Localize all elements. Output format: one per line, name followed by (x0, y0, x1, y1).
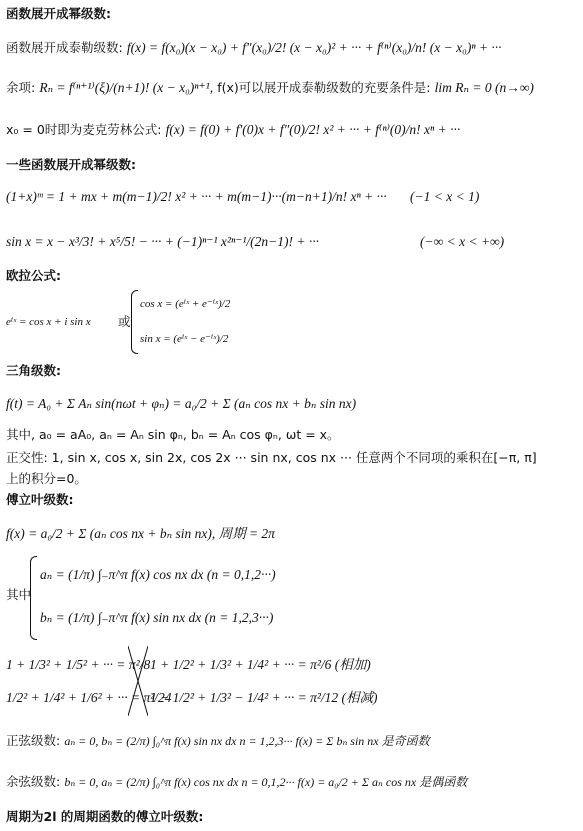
fourier-where: 其中 (6, 587, 32, 602)
cosine-series-line (6, 774, 467, 791)
section-heading-fourier: 傅立叶级数: (6, 492, 74, 507)
fourier-formula: f(x) = a₀/2 + Σ (aₙ cos nx + bₙ sin nx), 周期 = 2π (6, 526, 275, 541)
taylor-formula: f(x) = f(x₀)(x − x₀) + f″(x₀)/2! (x − x₀)² + ··· + f⁽ⁿ⁾(x₀)/n! (x − x₀)ⁿ + ··· (126, 40, 502, 55)
binomial-line (6, 189, 387, 206)
section-heading-power-series: 函数展开成幂级数: (6, 6, 111, 21)
maclaurin-text: x₀ = 0时即为麦克劳林公式: (6, 122, 162, 137)
sin-series-line (6, 234, 319, 251)
taylor-line (6, 40, 502, 57)
euler-cos: cos x = (eⁱˣ + e⁻ⁱˣ)/2 (140, 298, 231, 310)
euler-or: 或 (118, 314, 131, 329)
orthogonality-line-1: 正交性: 1, sin x, cos x, sin 2x, cos 2x ··· sin nx, cos nx ··· 任意两个不同项的乘积在[−π, π] (6, 450, 537, 465)
cross-divider-icon (128, 646, 148, 716)
section-heading-trig: 三角级数: (6, 363, 61, 378)
trig-formula: f(t) = A₀ + Σ Aₙ sin(nωt + φₙ) = a₀/2 + Σ (aₙ cos nx + bₙ sin nx) (6, 396, 357, 411)
sin-formula: sin x = x − x³/3! + x⁵/5! − ··· + (−1)ⁿ⁻¹ x²ⁿ⁻¹/(2n−1)! + ··· (6, 234, 319, 249)
series-d-line (150, 690, 378, 707)
cross-divider (128, 646, 148, 716)
fourier-formula-line (6, 526, 275, 543)
trig-where: 其中, a₀ = aA₀, aₙ = Aₙ sin φₙ, bₙ = Aₙ cos φₙ, ωt = x。 (6, 427, 340, 442)
maclaurin-formula: f(x) = f(0) + f′(0)x + f″(0)/2! x² + ··· + f⁽ⁿ⁾(0)/n! xⁿ + ··· (165, 122, 461, 137)
series-c-line (150, 657, 371, 674)
series-a: 1 + 1/3² + 1/5² + ··· = π²/8 (6, 657, 151, 672)
taylor-label: 函数展开成泰勒级数: (6, 40, 123, 55)
orthogonality-line-2: 上的积分=0。 (6, 471, 87, 486)
sine-series: aₙ = 0, bₙ = (2/π) ∫₀^π f(x) sin nx dx n = 1,2,3··· f(x) = Σ bₙ sin nx 是奇函数 (64, 734, 430, 748)
binomial-range: (−1 < x < 1) (410, 189, 480, 204)
fourier-bn-line (40, 610, 273, 627)
euler-formula: eⁱˣ = cos x + i sin x (6, 316, 91, 328)
remainder-formula: Rₙ = f⁽ⁿ⁺¹⁾(ξ)/(n+1)! (x − x₀)ⁿ⁺¹, (39, 80, 214, 95)
fourier-bn: bₙ = (1/π) ∫₋π^π f(x) sin nx dx (n = 1,2,3···) (40, 610, 274, 625)
sine-series-label: 正弦级数: (6, 733, 61, 748)
fourier-brace (30, 556, 37, 640)
remainder-line (6, 80, 534, 97)
fourier-an: aₙ = (1/π) ∫₋π^π f(x) cos nx dx (n = 0,1,2···) (40, 567, 276, 582)
series-b: 1/2² + 1/4² + 1/6² + ··· = π²/24 (6, 690, 172, 705)
series-c: 1 + 1/2² + 1/3² + 1/4² + ··· = π²/6 (相加) (150, 657, 371, 672)
cosine-series: bₙ = 0, aₙ = (2/π) ∫₀^π f(x) cos nx dx n = 0,1,2··· f(x) = a₀/2 + Σ aₙ cos nx 是偶函数 (64, 775, 468, 789)
remainder-label: 余项: (6, 80, 36, 95)
sine-series-line (6, 733, 430, 750)
euler-sin: sin x = (eⁱˣ − e⁻ⁱˣ)/2 (140, 333, 229, 345)
binomial-formula: (1+x)ᵐ = 1 + mx + m(m−1)/2! x² + ··· + m(m−1)···(m−n+1)/n! xⁿ + ··· (6, 189, 387, 204)
section-heading-some-functions: 一些函数展开成幂级数: (6, 157, 136, 172)
trig-formula-line (6, 396, 356, 413)
section-heading-period-2l: 周期为2l 的周期函数的傅立叶级数: (6, 809, 204, 824)
maclaurin-line (6, 122, 460, 139)
cosine-series-label: 余弦级数: (6, 774, 61, 789)
sin-range: (−∞ < x < +∞) (420, 234, 505, 249)
section-heading-euler: 欧拉公式: (6, 268, 61, 283)
remainder-limit: lim Rₙ = 0 (n→∞) (434, 80, 534, 95)
remainder-text: f(x)可以展开成泰勒级数的充要条件是: (217, 80, 431, 95)
fourier-an-line (40, 567, 276, 584)
series-d: 1 − 1/2² + 1/3² − 1/4² + ··· = π²/12 (相减) (150, 690, 378, 705)
euler-brace (131, 290, 138, 354)
